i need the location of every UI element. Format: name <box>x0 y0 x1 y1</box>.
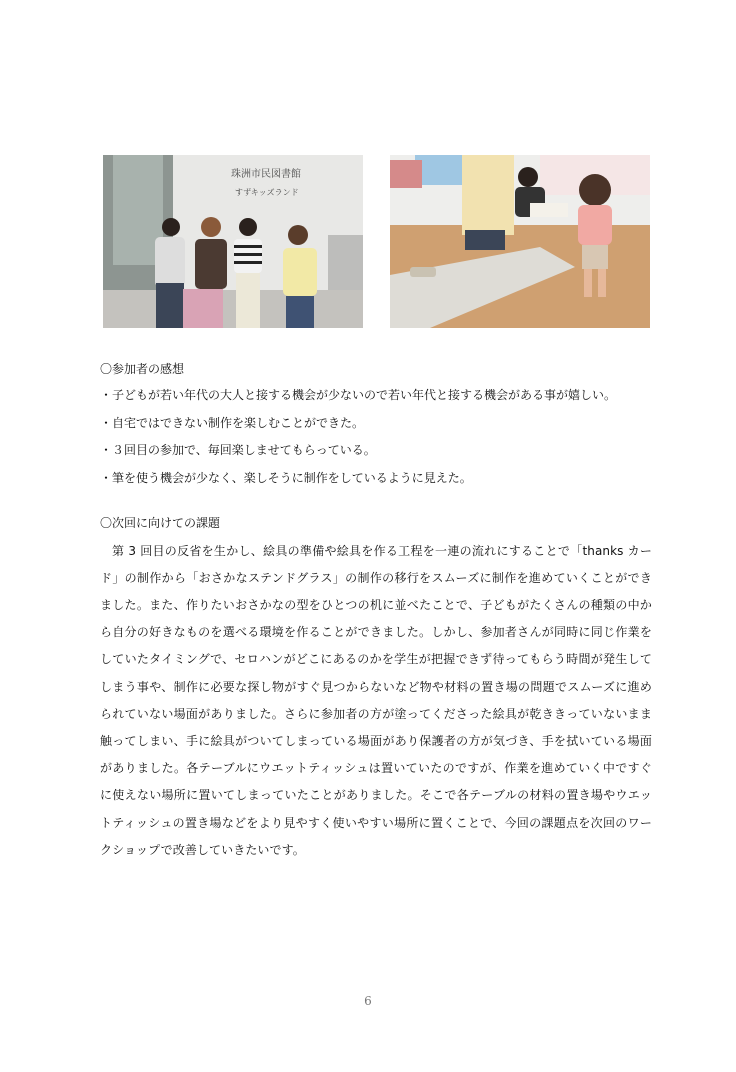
report-body <box>100 360 652 864</box>
activity-photo <box>390 155 650 328</box>
group-photo <box>103 155 363 328</box>
list-item: ・３回目の参加で、毎回楽しませてもらっている。 <box>100 443 376 457</box>
list-item: ・子どもが若い年代の大人と接する機会が少ないので若い年代と接する機会がある事が嬉しい。 <box>100 388 617 402</box>
page-number: 6 <box>364 994 372 1008</box>
feedback-heading: 〇参加者の感想 <box>100 362 185 376</box>
feedback-list <box>100 386 652 487</box>
issues-heading: 〇次回に向けての課題 <box>100 515 221 530</box>
issues-paragraph: 第 3 回目の反省を生かし、絵具の準備や絵具を作る工程を一連の流れにすることで「thanks カード」の制作から「おさかなステンドグラス」の制作の移行をスムーズに制作を進めていくことができました。また、作りたいおさかなの型をひとつの机に並べたことで、子どもがたくさんの種類の中から自分の好きなものを選べる環境を作ることができました。しかし、参加者さんが同時に同じ作業をしていたタイミングで、セロハンがどこにあるのかを学生が把握できず待ってもらう時間が発生してしまう事や、制作に必要な探し物がすぐ見つからないなど物や材料の置き場の問題でスムーズに進められていない場面がありました。さらに参加者の方が塗ってくださった絵具が乾ききっていないまま触ってしまい、手に絵具がついてしまっている場面があり保護者の方が気づき、手を拭いている場面がありました。各テーブルにウエットティッシュは置いていたのですが、作業を進めていく中ですぐに使えない場所に置いてしまっていたことがありました。そこで各テーブルの材料の置き場やウエットティッシュの置き場などをより見やすく使いやすい場所に置くことで、今回の課題点を次回のワークショップで改善していきたいです。 <box>100 543 652 857</box>
list-item: ・筆を使う機会が少なく、楽しそうに制作をしているように見えた。 <box>100 470 472 485</box>
list-item: ・自宅ではできない制作を楽しむことができた。 <box>100 415 365 430</box>
library-sign-line1: 珠洲市民図書館 <box>231 169 301 180</box>
library-sign-line2: すずキッズランド <box>235 188 299 197</box>
